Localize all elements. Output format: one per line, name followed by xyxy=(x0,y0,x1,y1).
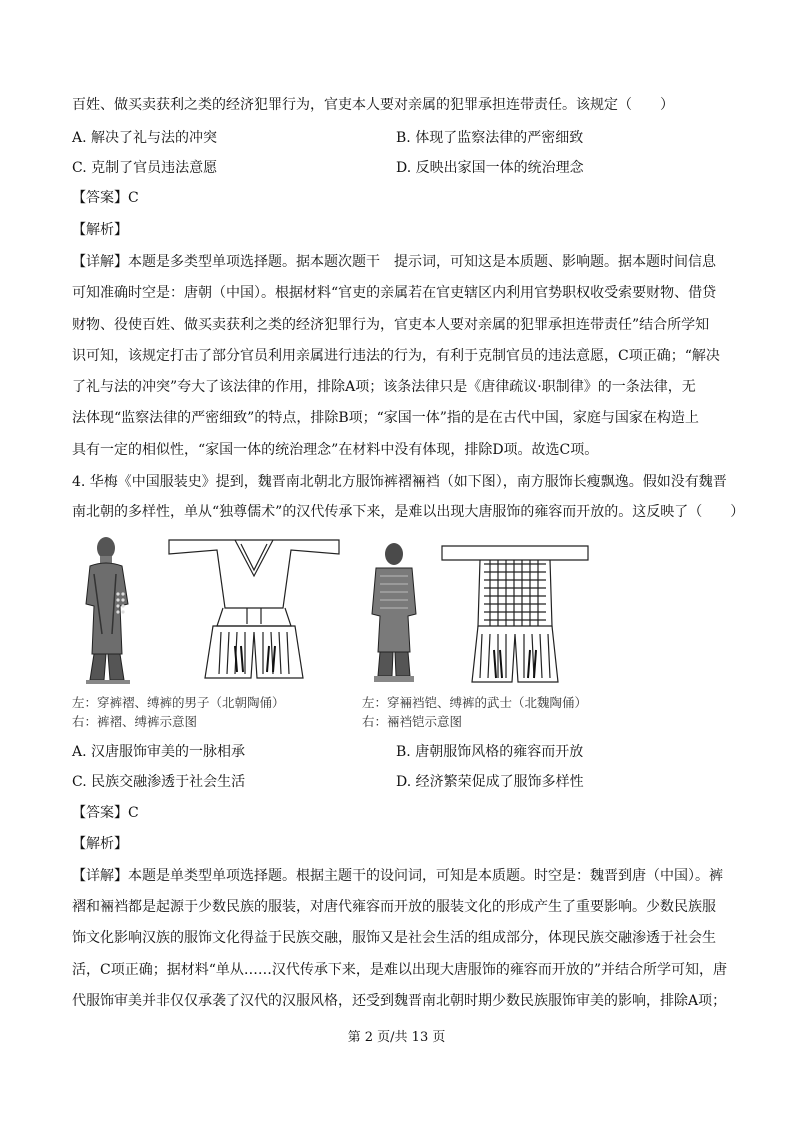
q3-detail-line: 法体现“监察法律的严密细致”的特点，排除B项；“家国一体”指的是在古代中国，家庭与国家在构造上 xyxy=(72,410,699,426)
q3-option-a: A. 解决了礼与法的冲突 xyxy=(72,130,218,146)
q4-answer: 【答案】C xyxy=(72,805,139,821)
figure-caption-left-2: 右：裤褶、缚裤示意图 xyxy=(72,714,198,729)
q3-option-b: B. 体现了监察法律的严密细致 xyxy=(396,130,584,146)
page-footer: 第 2 页/共 13 页 xyxy=(347,1030,446,1045)
q4-option-a: A. 汉唐服饰审美的一脉相承 xyxy=(72,744,246,760)
q4-analysis-label: 【解析】 xyxy=(72,836,128,852)
q4-option-c: C. 民族交融渗透于社会生活 xyxy=(72,774,246,790)
trousers-jacket-diagram xyxy=(165,536,343,686)
q4-option-b: B. 唐朝服饰风格的雍容而开放 xyxy=(396,744,584,760)
q4-detail-line: 代服饰审美并非仅仅承袭了汉代的汉服风格，还受到魏晋南北朝时期少数民族服饰审美的影响，排除A项； xyxy=(72,993,727,1009)
figure-caption-right-2: 右：裲裆铠示意图 xyxy=(362,714,463,729)
northern-wei-warrior-figurine-image xyxy=(366,542,422,686)
northern-dynasty-figurine-image xyxy=(72,534,142,686)
q3-detail-line: 了礼与法的冲突”夸大了该法律的作用，排除A项；该条法律只是《唐律疏议·职制律》的一条法律，无 xyxy=(72,379,696,395)
question-4-stem: 南北朝的多样性，单从“独尊儒术”的汉代传承下来，是难以出现大唐服饰的雍容而开放的。这反映了（ ） xyxy=(72,504,745,520)
q3-detail-line: 具有一定的相似性，“家国一体的统治理念”在材料中没有体现，排除D项。故选C项。 xyxy=(72,442,599,458)
q4-detail-line: 褶和裲裆都是起源于少数民族的服装，对唐代雍容而开放的服装文化的形成产生了重要影响。少数民族服 xyxy=(72,899,716,915)
q4-detail-line: 饰文化影响汉族的服饰文化得益于民族交融，服饰又是社会生活的组成部分，体现民族交融渗透于社会生 xyxy=(72,930,716,946)
q3-detail-line: 识可知，该规定打击了部分官员利用亲属进行违法的行为，有利于克制官员的违法意愿，C项正确；“解决 xyxy=(72,348,720,364)
q3-detail-line: 可知准确时空是：唐朝（中国）。根据材料“官吏的亲属若在官吏辖区内利用官势职权收受索要财物、借贷 xyxy=(72,285,717,301)
liangdang-armor-diagram xyxy=(438,538,592,686)
q4-option-d: D. 经济繁荣促成了服饰多样性 xyxy=(396,774,584,790)
q3-option-c: C. 克制了官员违法意愿 xyxy=(72,160,218,176)
q4-detail-line: 活，C项正确；据材料“单从……汉代传承下来，是难以出现大唐服饰的雍容而开放的”并结合所学可知，唐 xyxy=(72,962,728,978)
q3-analysis-label: 【解析】 xyxy=(72,222,128,238)
question-3-stem-tail: 百姓、做买卖获利之类的经济犯罪行为，官吏本人要对亲属的犯罪承担连带责任。该规定（ ） xyxy=(72,97,674,113)
figure-caption-right-1: 左：穿裲裆铠、缚裤的武士（北魏陶俑） xyxy=(362,695,588,710)
q3-option-d: D. 反映出家国一体的统治理念 xyxy=(396,160,584,176)
q3-answer: 【答案】C xyxy=(72,190,139,206)
q3-detail-line: 【详解】本题是多类型单项选择题。据本题次题干 提示词，可知这是本质题、影响题。据本题时间信息 xyxy=(72,254,716,270)
figure-caption-left-1: 左：穿裤褶、缚裤的男子（北朝陶俑） xyxy=(72,695,285,710)
question-4-stem: 4. 华梅《中国服装史》提到，魏晋南北朝北方服饰裤褶裲裆（如下图），南方服饰长瘦飘逸。假如没有魏晋 xyxy=(72,474,727,490)
q3-detail-line: 财物、役使百姓、做买卖获利之类的经济犯罪行为，官吏本人要对亲属的犯罪承担连带责任”结合所学知 xyxy=(72,317,710,333)
q4-detail-line: 【详解】本题是单类型单项选择题。根据主题干的设问词，可知是本质题。时空是：魏晋到唐（中国）。裤 xyxy=(72,868,723,884)
